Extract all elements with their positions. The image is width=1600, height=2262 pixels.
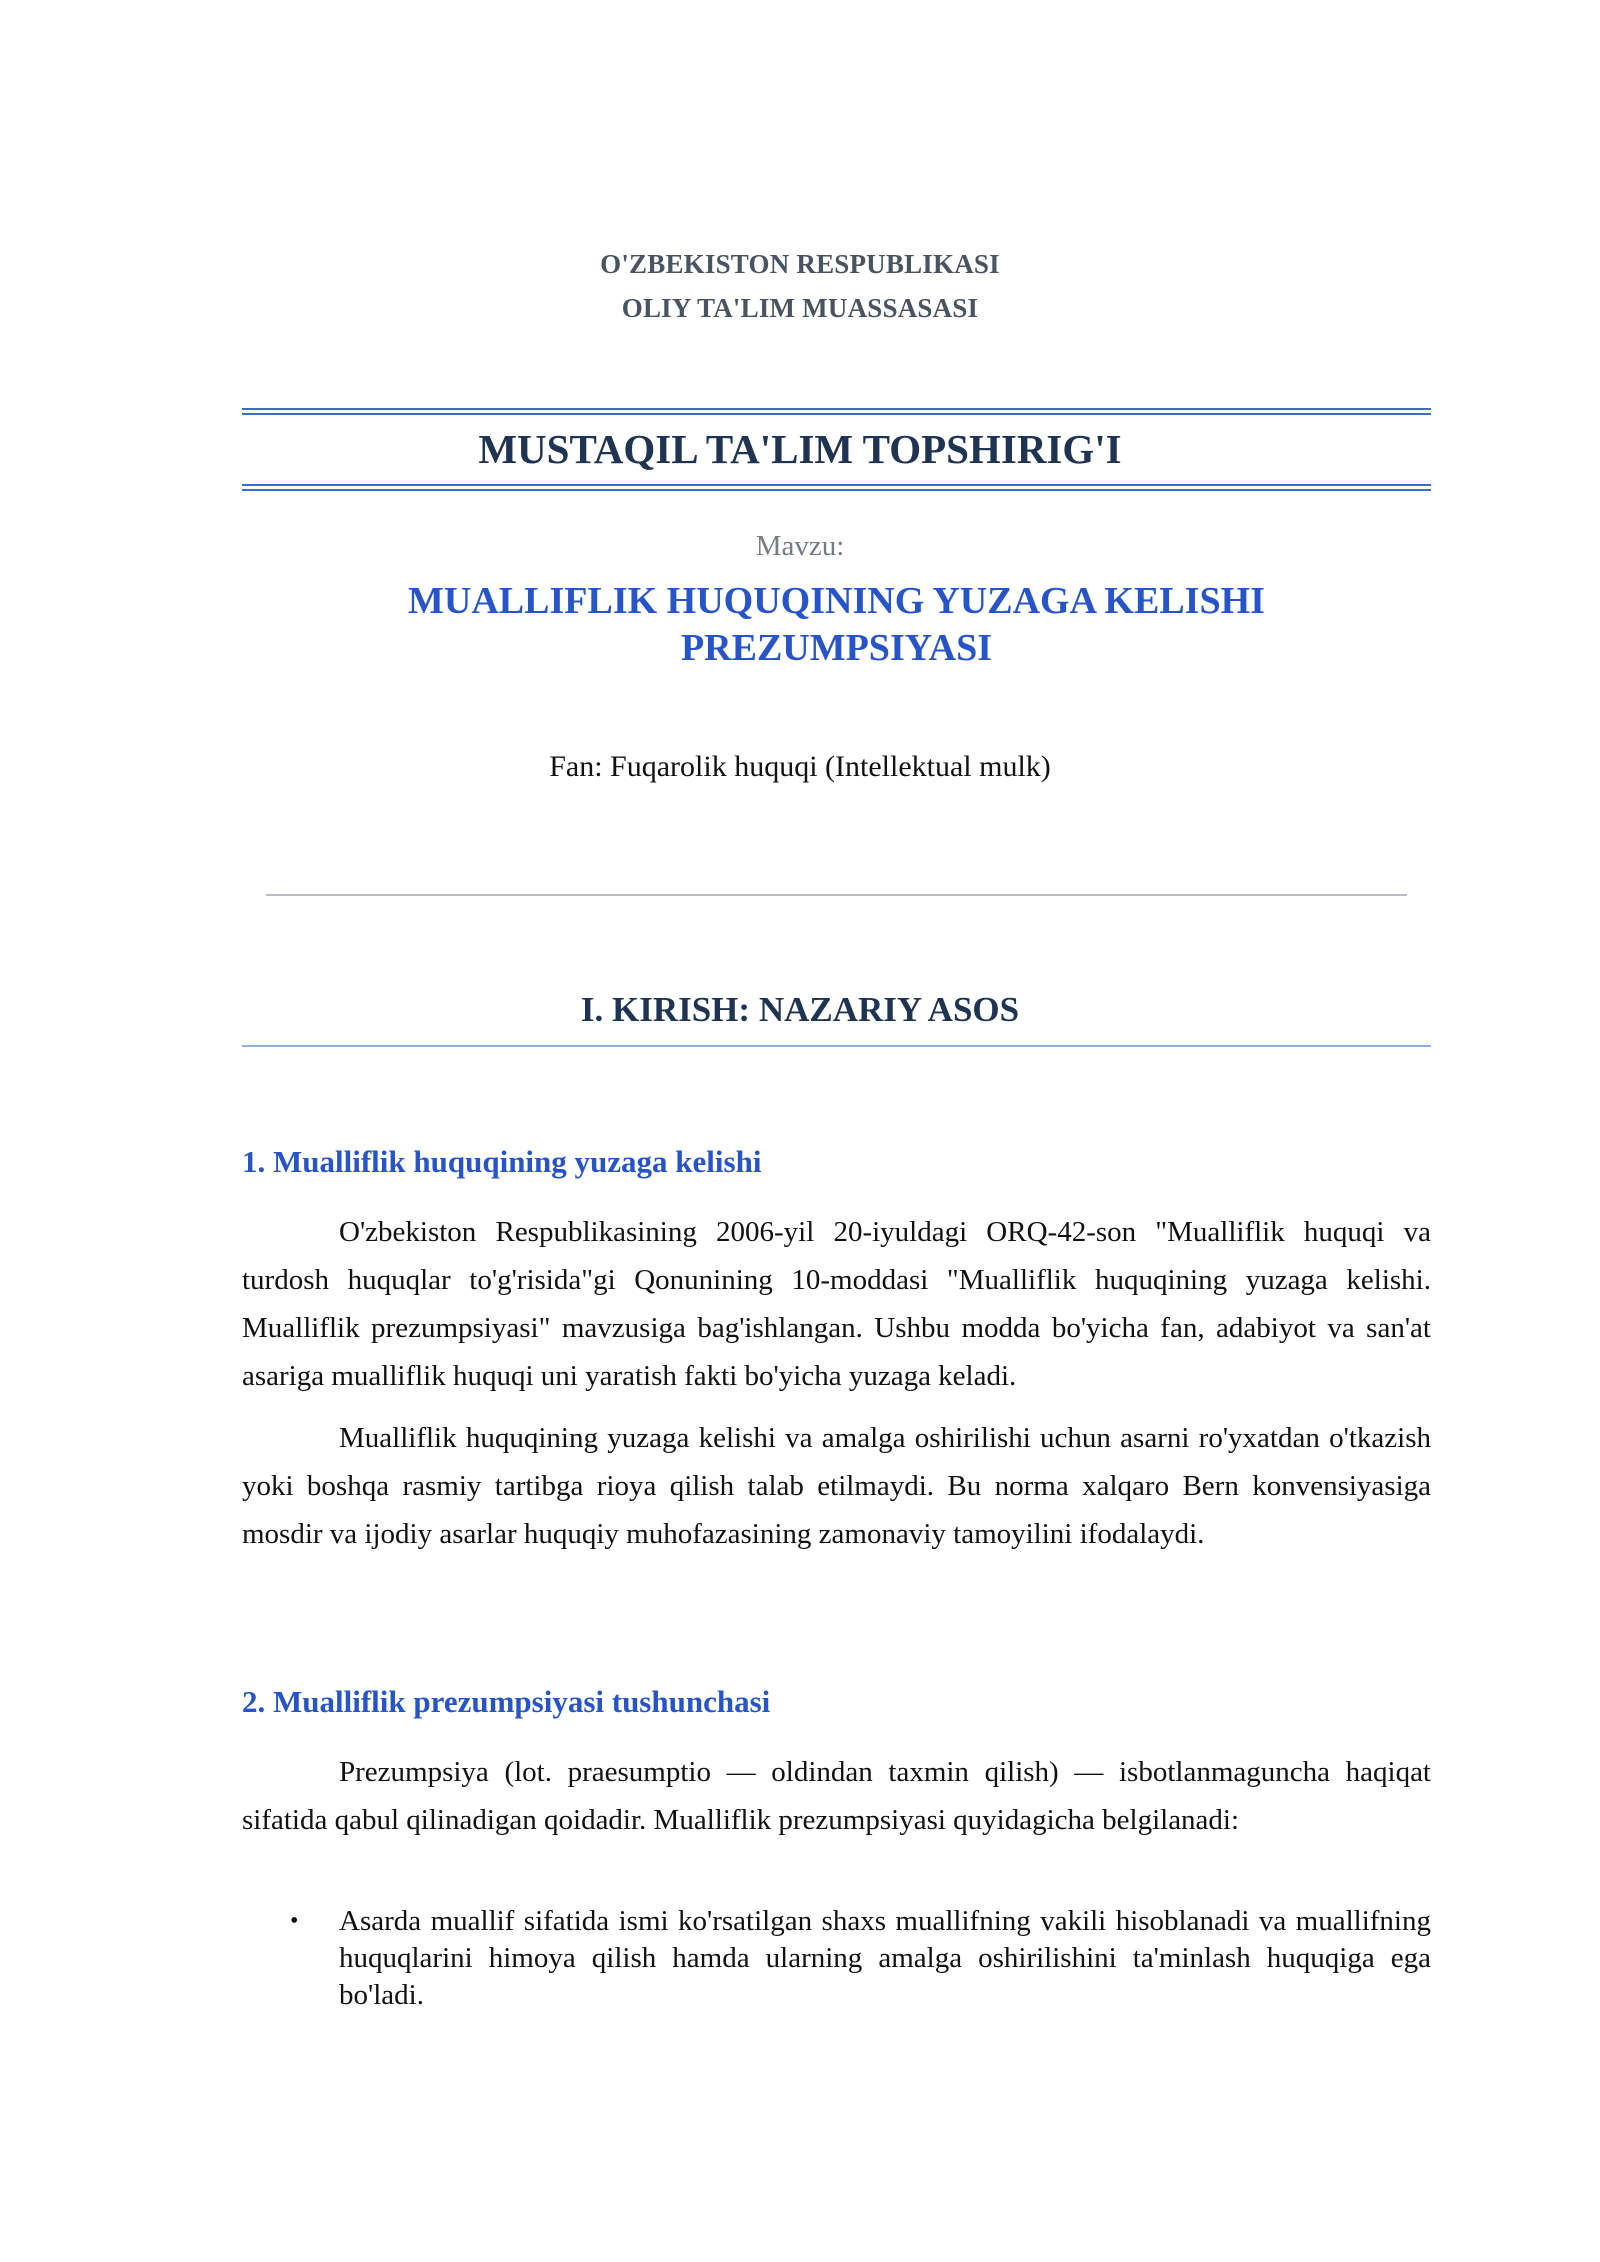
header-country: O'ZBEKISTON RESPUBLIKASI [600,249,1000,279]
paragraph: O'zbekiston Respublikasining 2006-yil 20-iyuldagi ORQ-42-son "Mualliflik huquqi va turdosh huquqlar to'g'risida"gi Qonunining 10-moddasi "Mualliflik huquqining yuzaga kelishi. Mualliflik prezumpsiyasi" mavzusiga bag'ishlangan. Ushbu modda bo'yicha fan, adabiyot va san'at asariga mualliflik huquqi uni yaratish fakti bo'yicha yuzaga keladi. [242,1216,1431,1392]
document-title: MUSTAQIL TA'LIM TOPSHIRIG'I [478,426,1122,472]
title-bottom-rule [242,484,1431,491]
subject-line: Fan: Fuqarolik huquqi (Intellektual mulk) [549,750,1051,783]
bullet-list [242,1903,1431,2014]
subsection-heading-2: 2. Mualliflik prezumpsiyasi tushunchasi [242,1684,771,1719]
list-item [242,1903,1431,2014]
separator-line [266,894,1407,896]
header-institution: OLIY TA'LIM MUASSASASI [621,293,979,323]
topic-label: Mavzu: [755,530,845,562]
section-title: I. KIRISH: NAZARIY ASOS [580,990,1020,1029]
subsection-heading-1: 1. Mualliflik huquqining yuzaga kelishi [242,1144,762,1179]
title-top-rule [242,408,1431,415]
topic-title [242,578,1431,672]
list-item-text: Asarda muallif sifatida ismi ko'rsatilgan shaxs muallifning vakili hisoblanadi va muallifning huquqlarini himoya qilish hamda ularning amalga oshirilishini ta'minlash huquqiga ega bo'ladi. [339,1905,1431,2011]
topic-title-line-1: MUALLIFLIK HUQUQINING YUZAGA KELISHI [408,580,1265,622]
paragraph: Prezumpsiya (lot. praesumptio — oldindan taxmin qilish) — isbotlanmaguncha haqiqat sifatida qabul qilinadigan qoidadir. Mualliflik prezumpsiyasi quyidagicha belgilanadi: [242,1756,1431,1836]
section-rule [242,1045,1431,1047]
bullet-icon: • [290,1908,299,1934]
paragraph: Mualliflik huquqining yuzaga kelishi va amalga oshirilishi uchun asarni ro'yxatdan o'tkazish yoki boshqa rasmiy tartibga rioya qilish talab etilmaydi. Bu norma xalqaro Bern konvensiyasiga mosdir va ijodiy asarlar huquqiy muhofazasining zamonaviy tamoyilini ifodalaydi. [242,1422,1431,1550]
topic-title-line-2: PREZUMPSIYASI [680,627,993,669]
